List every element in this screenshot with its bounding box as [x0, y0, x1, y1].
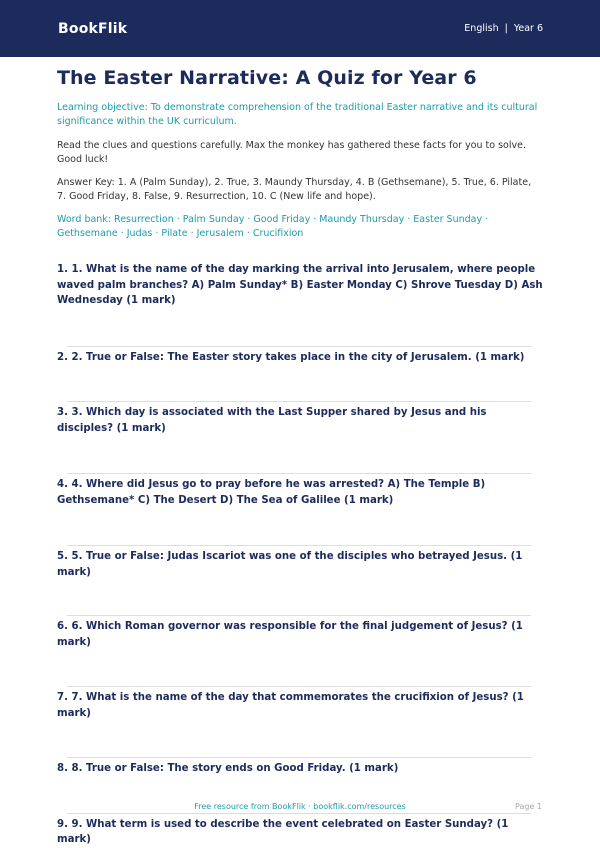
- header-bar: [0, 0, 600, 57]
- answer-line-1[interactable]: [67, 346, 531, 347]
- answer-line-4[interactable]: [67, 545, 531, 546]
- year-label: Year 6: [513, 23, 543, 34]
- question-7: 7. 7. What is the name of the day that commemorates the crucifixion of Jesus? (1 mark): [57, 692, 524, 719]
- page-footer: [0, 802, 600, 814]
- question-list: [57, 262, 543, 848]
- question-8: 8. 8. True or False: The story ends on Good Friday. (1 mark): [57, 763, 399, 774]
- answer-line-3[interactable]: [67, 473, 531, 474]
- question-6: 6. 6. Which Roman governor was responsible for the final judgement of Jesus? (1 mark): [57, 621, 523, 648]
- question-2: 2. 2. True or False: The Easter story takes place in the city of Jerusalem. (1 mark): [57, 351, 525, 363]
- question-1: 1. 1. What is the name of the day marking the arrival into Jerusalem, where people waved palm branches? A) Palm Sunday* B) Easter Monday C) Shrove Tuesday D) Ash Wednesday (1 mark): [57, 264, 543, 306]
- word-bank: Word bank: Resurrection · Palm Sunday · Good Friday · Maundy Thursday · Easter Sunday · Gethsemane · Judas · Pilate · Jerusalem · Crucifixion: [57, 214, 489, 239]
- learning-objective: Learning objective: To demonstrate comprehension of the traditional Easter narrative and its cultural significance within the UK curriculum.: [57, 102, 538, 127]
- page-title: The Easter Narrative: A Quiz for Year 6: [57, 67, 477, 89]
- answer-line-6[interactable]: [67, 686, 531, 687]
- brand-logo[interactable]: BookFlik: [58, 20, 128, 37]
- question-5: 5. 5. True or False: Judas Iscariot was one of the disciples who betrayed Jesus. (1 mark): [57, 551, 523, 578]
- answer-line-7[interactable]: [67, 757, 531, 758]
- footer-link[interactable]: Free resource from BookFlik · bookflik.com/resources: [194, 802, 406, 811]
- answer-line-5[interactable]: [67, 615, 531, 616]
- meta-separator: |: [504, 23, 508, 34]
- question-3: 3. 3. Which day is associated with the Last Supper shared by Jesus and his disciples? (1 mark): [57, 407, 487, 434]
- question-9: 9. 9. What term is used to describe the event celebrated on Easter Sunday? (1 mark): [57, 818, 509, 845]
- header-meta: [464, 23, 543, 34]
- subject-label: English: [464, 23, 499, 34]
- worksheet-content: [57, 65, 543, 848]
- answer-key: Answer Key: 1. A (Palm Sunday), 2. True, 3. Maundy Thursday, 4. B (Gethsemane), 5. True, 6. Pilate, 7. Good Friday, 8. False, 9. Resurrection, 10. C (New life and hope).: [57, 177, 532, 202]
- answer-line-2[interactable]: [67, 401, 531, 402]
- intro-text: Read the clues and questions carefully. Max the monkey has gathered these facts for you to solve. Good luck!: [57, 140, 526, 165]
- page-number: Page 1: [515, 802, 542, 811]
- question-4: 4. 4. Where did Jesus go to pray before he was arrested? A) The Temple B) Gethsemane* C) The Desert D) The Sea of Galilee (1 mark): [57, 479, 486, 506]
